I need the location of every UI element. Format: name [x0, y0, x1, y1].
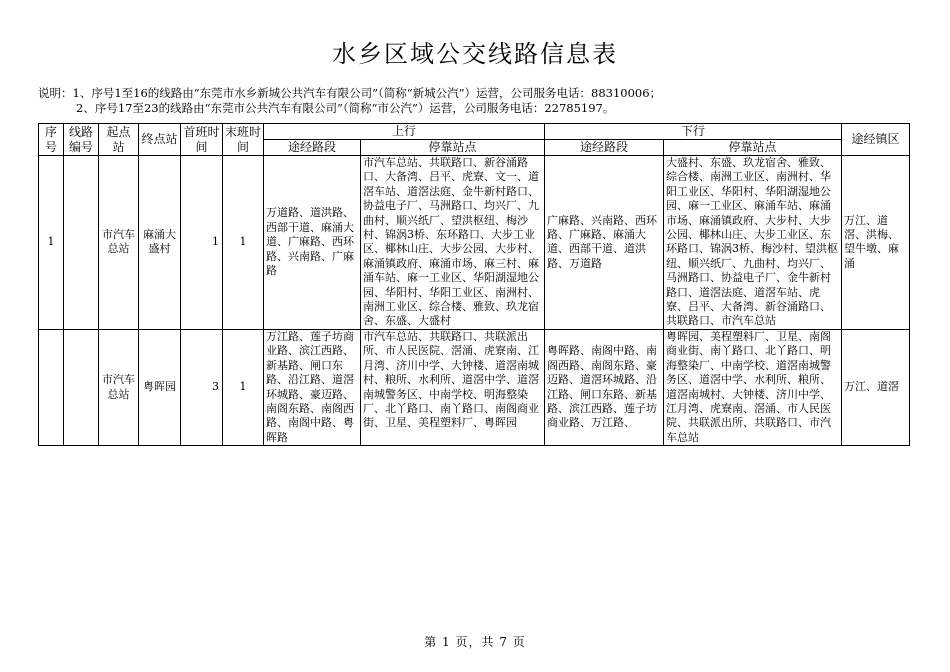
- note-2: 2、序号17至23的线路由“东莞市公共汽车有限公司”（简称“市公汽”）运营，公司服务电话：22785197。: [76, 101, 615, 115]
- cell-seq: [39, 329, 64, 445]
- header-start: 起点站: [99, 124, 139, 156]
- table-row: [39, 156, 910, 330]
- page-title: 水乡区域公交线路信息表: [332, 40, 618, 68]
- cell-first: 1: [181, 156, 223, 330]
- header-seq: 序号: [39, 124, 64, 156]
- cell-down-stops: 粤晖园、美程塑料厂、卫星、南阁商业街、南丫路口、北丫路口、明海整染厂、中南学校、道滘南城警务区、道滘中学、水利所、粮所、道滘南城村、大钟楼、济川中学、江月湾、虎寮南、滘涌、市人民医院、共联派出所、共联路口、市汽车总站: [664, 329, 842, 445]
- header-line-no: 线路编号: [64, 124, 99, 156]
- cell-up-route: 万道路、道洪路、西部干道、麻涌大道、广麻路、西环路、兴南路、广麻路: [264, 156, 361, 330]
- cell-line-no: [64, 329, 99, 445]
- note-1: 说明：1、序号1至16的线路由“东莞市水乡新城公共汽车有限公司”（简称“新城公汽”）运营，公司服务电话：88310006；: [38, 86, 662, 100]
- cell-up-stops: 市汽车总站、共联路口、新谷涌路口、大备湾、吕平、虎寮、文一、道滘车站、道滘法庭、金牛新村路口、协益电子厂、马洲路口、均兴厂、九曲村、顺兴纸厂、望洪枢纽、梅沙村、锦涡3桥、东环路口、大步工业区、椰林山庄、大步公园、大步村、麻涌镇政府、麻涌市场、麻三村、麻涌车站、麻一工业区、华阳湖湿地公园、华阳村、华阳工业区、南洲村、南洲工业区、综合楼、雅致、玖龙宿舍、东盛、大盛村: [361, 156, 545, 330]
- header-down-stops: 停靠站点: [664, 140, 842, 156]
- cell-start: 市汽车总站: [99, 329, 139, 445]
- cell-last: 1: [223, 156, 264, 330]
- header-towns: 途经镇区: [842, 124, 910, 156]
- cell-up-stops: 市汽车总站、共联路口、共联派出所、市人民医院、滘涌、虎寮南、江月湾、济川中学、大钟楼、道滘南城村、粮所、水利所、道滘中学、道滘南城警务区、中南学校、明海整染厂、北丫路口、南丫路口、南阁商业街、卫星、美程塑料厂、粤晖园: [361, 329, 545, 445]
- cell-seq: 1: [39, 156, 64, 330]
- cell-down-route: 粤晖路、南阁中路、南阁西路、南阁东路、豪迈路、道滘环城路、沿江路、闸口东路、新基路、滨江西路、莲子坊商业路、万江路、: [545, 329, 664, 445]
- header-last: 末班时间: [223, 124, 264, 156]
- header-up-route: 途经路段: [264, 140, 361, 156]
- header-down-route: 途经路段: [545, 140, 664, 156]
- cell-towns: 万江、道滘、洪梅、望牛墩、麻涌: [842, 156, 910, 330]
- notes: [38, 86, 661, 116]
- header-end: 终点站: [139, 124, 181, 156]
- cell-line-no: [64, 156, 99, 330]
- cell-end: 麻涌大盛村: [139, 156, 181, 330]
- cell-end: 粤晖园: [139, 329, 181, 445]
- header-first: 首班时间: [181, 124, 223, 156]
- cell-start: 市汽车总站: [99, 156, 139, 330]
- cell-down-route: 广麻路、兴南路、西环路、广麻路、麻涌大道、西部干道、道洪路、万道路: [545, 156, 664, 330]
- cell-towns: 万江、道滘: [842, 329, 910, 445]
- route-table: [38, 123, 910, 446]
- cell-up-route: 万江路、莲子坊商业路、滨江西路、新基路、闸口东路、沿江路、道滘环城路、豪迈路、南阁东路、南阁西路、南阁中路、粤晖路: [264, 329, 361, 445]
- cell-first: 3: [181, 329, 223, 445]
- header-up-stops: 停靠站点: [361, 140, 545, 156]
- header-up: 上行: [264, 124, 545, 140]
- cell-last: 1: [223, 329, 264, 445]
- header-down: 下行: [545, 124, 842, 140]
- table-row: [39, 329, 910, 445]
- page-footer: 第 1 页，共 7 页: [424, 635, 526, 649]
- cell-down-stops: 大盛村、东盛、玖龙宿舍、雅致、综合楼、南洲工业区、南洲村、华阳工业区、华阳村、华阳湖湿地公园、麻一工业区、麻涌车站、麻涌市场、麻涌镇政府、大步村、大步公园、椰林山庄、大步工业区、东环路口、锦涡3桥、梅沙村、望洪枢纽、顺兴纸厂、九曲村、均兴厂、马洲路口、协益电子厂、金牛新村路口、道滘法庭、道滘车站、虎寮、吕平、大备湾、新谷涌路口、共联路口、市汽车总站: [664, 156, 842, 330]
